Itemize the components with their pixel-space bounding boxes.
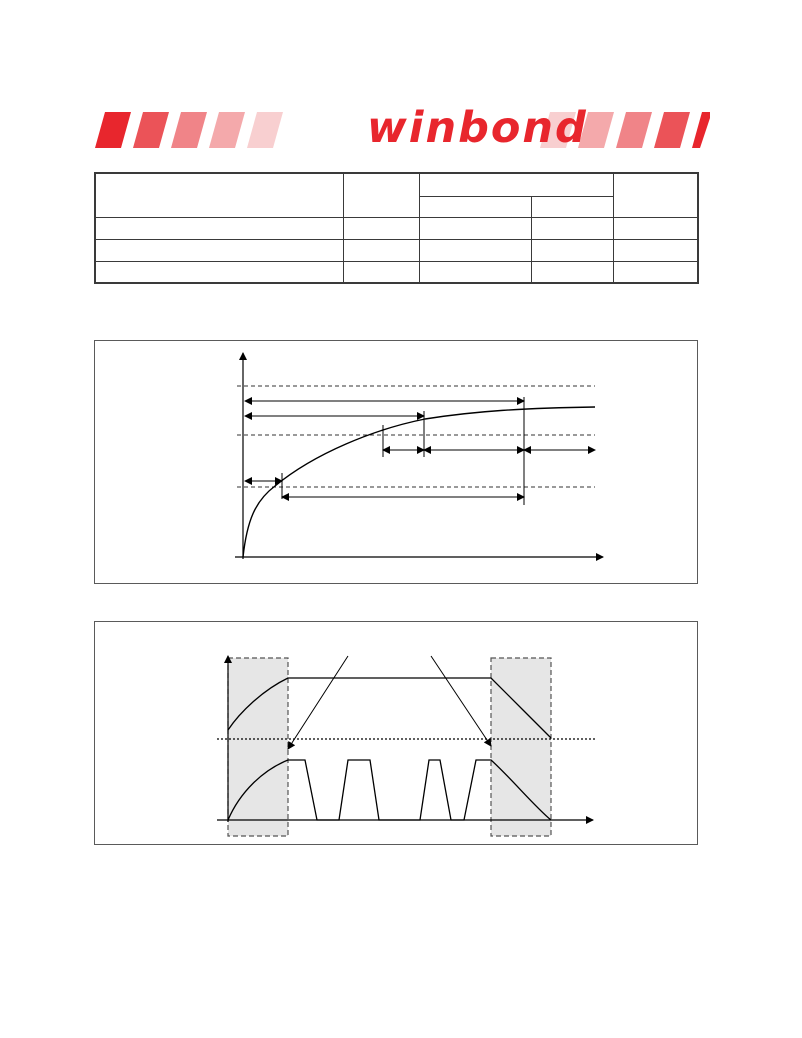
table-subheader-cell xyxy=(419,196,531,217)
power-cycle-figure xyxy=(94,621,698,845)
power-down-region xyxy=(491,658,551,836)
table-subheader-cell xyxy=(531,196,613,217)
table-header-cell xyxy=(613,173,698,217)
table-row xyxy=(95,239,698,261)
power-up-region xyxy=(228,658,288,836)
pointer-arrow xyxy=(431,656,491,746)
table-row xyxy=(95,261,698,283)
winbond-logo xyxy=(95,103,710,153)
logo-stripes-left xyxy=(95,112,283,148)
vcc-rise-curve xyxy=(243,407,595,557)
table-row xyxy=(95,217,698,239)
table-header-cell xyxy=(95,173,343,217)
power-up-timing-figure xyxy=(94,340,698,584)
pointer-arrow xyxy=(288,656,348,749)
table-header-group-cell xyxy=(419,173,613,196)
logo-wordmark: winbond xyxy=(367,103,588,153)
spec-table xyxy=(94,172,699,284)
power-cycle-diagram xyxy=(95,622,697,844)
table-header-cell xyxy=(343,173,419,217)
power-up-diagram xyxy=(95,341,697,583)
